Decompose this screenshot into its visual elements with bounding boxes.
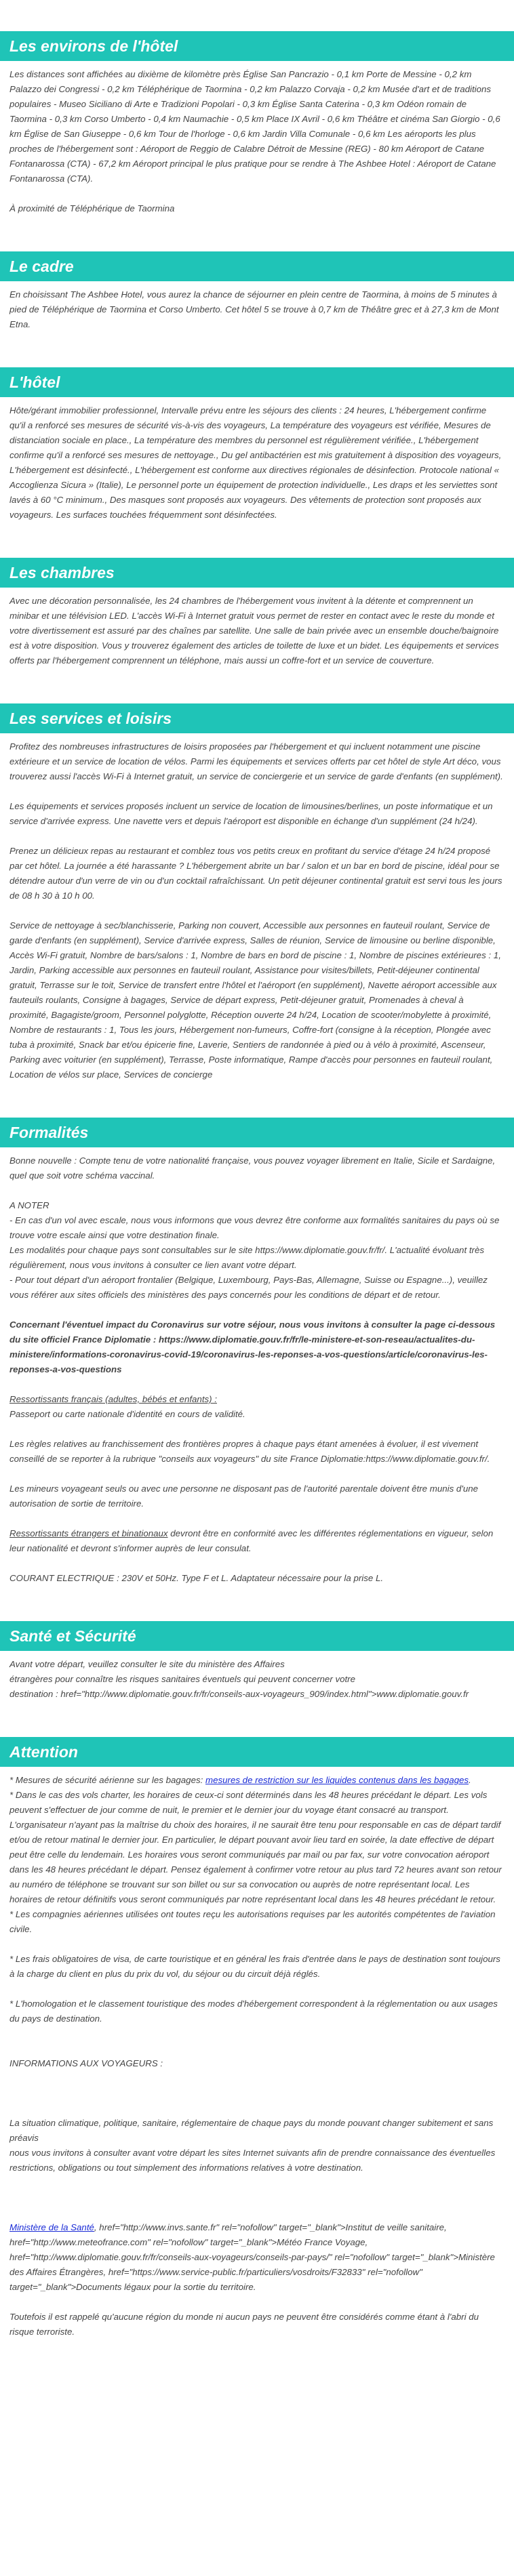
loisirs-p1: Profitez des nombreuses infrastructures de loisirs proposées par l'hébergement et qui incluent notamment une piscine extérieure et un service de location de vélos. Parmi les équipements et services offerts par cet hôtel de style Art déco, vous trouverez aussi l'accès Wi-Fi à Internet gratuit, un service de conciergerie et un service de garde d'enfants (en supplément). [9,741,503,781]
loisirs-p4: Service de nettoyage à sec/blanchisserie, Parking non couvert, Accessible aux personnes en fauteuil roulant, Service de garde d'enfants (en supplément), Service d'arrivée express, Salles de réunion, Service de limousine ou berline disponible, Accès Wi-Fi gratuit, Nombre de bars/salons : 1, Nombre de bars en bord de piscine : 1, Nombre de piscines extérieures : 1, Jardin, Parking accessible aux personnes en fauteuil roulant, Assistance pour visites/billets, Petit-déjeuner continental gratuit, Terrasse sur le toit, Service de transfert entre l'hôtel et l'aéroport (en supplément), Navette aéroport accessible aux fauteuils roulants, Consigne à bagages, Service de départ express, Petit-déjeuner gratuit, Promenades à cheval à proximité, Bagagiste/groom, Personnel polyglotte, Réception ouverte 24 h/24, Location de scooter/mobylette à proximité, Nombre de restaurants : 1, Tous les jours, Hébergement non-fumeurs, Coffre-fort (consigne à la réception, Plongée avec tuba à proximité, Snack bar et/ou épicerie fine, Laverie, Sentiers de randonnée à pied ou à vélo à proximité, Ascenseur, Parking avec voiturier (en supplément), Terrasse, Poste informatique, Rampe d'accès pour personnes en fauteuil roulant, Location de vélos sur place, Services de concierge [9,920,501,1080]
formalites-mineurs: Les mineurs voyageant seuls ou avec une personne ne disposant pas de l'autorité parentale doivent être munis d'une autorisation de sortie de territoire. [9,1484,479,1509]
formalites-etrangers-text: devront être en conformité avec les différentes réglementations en vigueur, selon leur nationalité et devront s'informer auprès de leur consulat. [9,1528,494,1553]
formalites-note-3: - Pour tout départ d'un aéroport frontalier (Belgique, Luxembourg, Pays-Bas, Allemagne, Suisse ou Espagne...), veuillez vous référer aux sites officiels des ministères des pays concernés pour les conditions de départ et de retour. [9,1275,488,1300]
spacer [9,2041,505,2056]
loisirs-p3: Prenez un délicieux repas au restaurant et comblez tous vos petits creux en profitant du service d'étage 24 h/24 proposé par cet hôtel. La journée a été harassante ? L'hébergement abrite un bar / salon et un bar en bord de piscine, idéal pour se détendre autour d'un verre de vin ou d'un cocktail rafraîchissant. Un petit déjeuner continental gratuit est servi tous les jours de 08 h 30 à 10 h 00. [9,846,502,901]
section-header-chambres [0,558,514,588]
ministere-sante-link[interactable]: Ministère de la Santé [9,2222,94,2232]
section-header-formalites [0,1118,514,1147]
section-title-hotel: L'hôtel [9,373,60,391]
spacer [9,2205,505,2220]
section-body-cadre [0,281,514,332]
spacer [9,2175,505,2205]
section-header-attention [0,1737,514,1767]
section-title-cadre: Le cadre [9,258,74,275]
section-title-attention: Attention [9,1743,78,1761]
section-body-environs [0,61,514,216]
section-body-loisirs [0,733,514,1082]
attention-compagnies: * Les compagnies aériennes utilisées ont toutes reçu les autorisations requises par les autorités compétentes de l'aviation civile. [9,1909,496,1934]
liquids-restriction-link[interactable]: mesures de restriction sur les liquides contenus dans les bagages [205,1775,469,1785]
chambres-text: Avec une décoration personnalisée, les 24 chambres de l'hébergement vous invitent à la détente et comprennent un minibar et une télévision LED. L'accès Wi-Fi à Internet gratuit vous permet de rester en contact avec le reste du monde et votre divertissement est assuré par des chaînes par satellite. Une salle de bain privée avec un ensemble douche/baignoire est à votre disposition. Vous y trouverez également des articles de toilette de luxe et un bidet. Les équipements et services offerts par l'hébergement comprennent un téléphone, mais aussi un coffre-fort et un service de couverture. [9,596,499,666]
formalites-etrangers-label: Ressortissants étrangers et binationaux [9,1528,168,1538]
section-header-environs [0,31,514,61]
formalites-regles: Les règles relatives au franchissement des frontières propres à chaque pays étant amenées à évoluer, il est vivement conseillé de se reporter à la rubrique "conseils aux voyageurs" du site France Diplomatie:https://www.diplomatie.gouv.fr/. [9,1439,490,1464]
section-body-chambres [0,588,514,668]
attention-final: Toutefois il est rappelé qu'aucune région du monde ni aucun pays ne peuvent être considérés comme étant à l'abri du risque terroriste. [9,2312,479,2337]
section-header-loisirs [0,703,514,733]
formalites-etrangers [9,1526,505,1556]
formalites-ressortissants-text: Passeport ou carte nationale d'identité en cours de validité. [9,1409,245,1419]
attention-situation-2: nous vous invitons à consulter avant votre départ les sites Internet suivants afin de prendre connaissance des éventuelles restrictions, obligations ou tout simplement des informations relatives à votre destination. [9,2148,496,2173]
section-body-sante [0,1651,514,1702]
formalites-courant: COURANT ELECTRIQUE : 230V et 50Hz. Type F et L. Adaptateur nécessaire pour la prise L. [9,1573,384,1583]
hotel-text: Hôte/gérant immobilier professionnel, Intervalle prévu entre les séjours des clients : 24 heures, L'hébergement confirme qu'il a renforcé ses mesures de sécurité vis-à-vis des voyageurs, La température des voyageurs est vérifiée, Mesures de distanciation sociale en place., La température des membres du personnel est régulièrement vérifiée., L'hébergement confirme qu'il a renforcé ses mesures de nettoyage., Du gel antibactérien est mis gratuitement à disposition des voyageurs, L'hébergement est désinfecté., L'hébergement est conforme aux directives régionales de désinfection. Protocole national « Accoglienza Sicura » (Italie), Le personnel porte un équipement de protection individuelle., Les draps et les serviettes sont lavés à 60 °C minimum., Des masques sont proposés aux voyageurs. Des vêtements de protection sont proposés aux voyageurs. Les surfaces touchées fréquemment sont désinfectées. [9,405,502,520]
loisirs-p2: Les équipements et services proposés incluent un service de location de limousines/berlines, un poste informatique et un service d'arrivée express. Une navette vers et depuis l'aéroport est disponible en échange d'un supplément (24 h/24). [9,801,493,826]
formalites-note-2: Les modalités pour chaque pays sont consultables sur le site https://www.diplomatie.gouv.fr/fr/. L'actualité évoluant très régulièrement, nous vous invitons à consulter ce lien avant votre départ. [9,1245,485,1270]
formalites-note-1: - En cas d'un vol avec escale, nous vous informons que vous devrez être conforme aux formalités sanitaires du pays où se trouve votre escale ainsi que votre destination finale. [9,1215,500,1240]
environs-text: Les distances sont affichées au dixième de kilomètre près Église San Pancrazio - 0,1 km Porte de Messine - 0,2 km Palazzo dei Congressi - 0,2 km Téléphérique de Taormina - 0,2 km Palazzo Corvaja - 0,2 km Musée d'art et de traditions populaires - Museo Siciliano di Arte e Tradizioni Popolari - 0,3 km Église Santa Caterina - 0,3 km Odéon romain de Taormina - 0,3 km Corso Umberto - 0,4 km Naumachie - 0,5 km Place IX Avril - 0,6 km Théâtre et cinéma San Giorgio - 0,6 km Église de San Giuseppe - 0,6 km Tour de l'horloge - 0,6 km Jardin Villa Comunale - 0,6 km Les aéroports les plus proches de l'hébergement sont : Aéroport de Reggio de Calabre Détroit de Messine (REG) - 80 km Aéroport de Catane Fontanarossa (CTA) - 67,2 km Aéroport principal le plus pratique pour se rendre à The Ashbee Hotel : Aéroport de Catane Fontanarossa (CTA). [9,69,500,184]
attention-bagages-prefix: * Mesures de sécurité aérienne sur les bagages: [9,1775,205,1785]
section-header-sante [0,1621,514,1651]
section-title-formalites: Formalités [9,1124,89,1141]
attention-situation-1: La situation climatique, politique, sanitaire, réglementaire de chaque pays du monde pouvant changer subitement et sans préavis [9,2118,494,2143]
section-body-attention [0,1767,514,2339]
sante-line-3: destination : href="http://www.diplomatie.gouv.fr/fr/conseils-aux-voyageurs_909/index.html">www.diplomatie.gouv.fr [9,1689,469,1699]
section-title-sante: Santé et Sécurité [9,1627,136,1645]
spacer [9,2086,505,2116]
sante-line-1: Avant votre départ, veuillez consulter le site du ministère des Affaires [9,1659,285,1669]
attention-homologation: * L'homologation et le classement touristique des modes d'hébergement correspondent à la réglementation ou aux usages du pays de destination. [9,1999,498,2024]
formalites-coronavirus: Concernant l'éventuel impact du Coronavirus sur votre séjour, nous vous invitons à consulter la page ci-dessous du site officiel France Diplomatie : https://www.diplomatie.gouv.fr/fr/le-ministere-et-son-reseau/actualites-du-ministere/informations-coronavirus-covid-19/coronavirus-les-reponses-a-vos-questions/article/coronavirus-les-reponses-a-vos-questions [9,1320,496,1374]
attention-info-title: INFORMATIONS AUX VOYAGEURS : [9,2058,163,2068]
environs-extra: À proximité de Téléphérique de Taormina [9,203,175,213]
formalites-ressortissants-label: Ressortissants français (adultes, bébés et enfants) : [9,1394,217,1404]
section-title-chambres: Les chambres [9,564,115,581]
attention-links [9,2220,505,2295]
attention-links-text: , href="http://www.invs.sante.fr" rel="nofollow" target="_blank">Institut de veille sanitaire, href="http://www.meteofrance.com" rel="nofollow" target="_blank">Météo France Voyage, href="http://www.diplomatie.gouv.fr/fr/conseils-aux-voyageurs/conseils-par-pays/" rel="nofollow" target="_blank">Ministère des Affaires Étrangères, href="https://www.service-public.fr/particuliers/vosdroits/F32833" rel="nofollow" target="_blank">Documents légaux pour la sortie du territoire. [9,2222,495,2292]
attention-charter: * Dans le cas des vols charter, les horaires de ceux-ci sont déterminés dans les 48 heures précédant le départ. Les vols peuvent s'effectuer de jour comme de nuit, le premier et le dernier jour du voyage étant consacré au transport. L'organisateur n'ayant pas la maîtrise du choix des horaires, il ne saurait être tenu pour responsable en cas de départ tardif et/ou de retour matinal le dernier jour. En particulier, le départ pouvant avoir lieu tard en soirée, la date effective de départ peut être celle du lendemain. Les horaires vous seront communiqués par mail ou par fax, sur votre convocation aéroport dans les 48 heures précédant le départ. Pensez également à confirmer votre retour au plus tard 72 heures avant son retour au numéro de téléphone se trouvant sur son billet ou sur sa convocation ou auprès de notre représentant local. Les horaires de retour définitifs vous seront communiqués par notre représentant local dans les 48 heures précédant le retour. [9,1790,502,1904]
attention-bagages-suffix: . [469,1775,471,1785]
section-body-hotel [0,397,514,523]
section-header-hotel [0,367,514,397]
cadre-text: En choisissant The Ashbee Hotel, vous aurez la chance de séjourner en plein centre de Taormina, à moins de 5 minutes à pied de Téléphérique de Taormina et Corso Umberto. Cet hôtel 5 se trouve à 0,7 km de Théâtre grec et à 27,3 km de Mont Etna. [9,289,499,329]
section-body-formalites [0,1147,514,1586]
formalites-p1: Bonne nouvelle : Compte tenu de votre nationalité française, vous pouvez voyager librement en Italie, Sicile et Sardaigne, quel que soit votre schéma vaccinal. [9,1156,496,1181]
formalites-note-title: A NOTER [9,1200,50,1210]
section-title-loisirs: Les services et loisirs [9,710,172,727]
attention-bagages [9,1773,505,1788]
section-title-environs: Les environs de l'hôtel [9,37,178,55]
attention-frais: * Les frais obligatoires de visa, de carte touristique et en général les frais d'entrée dans le pays de destination sont toujours à la charge du client en plus du prix du vol, du séjour ou du circuit déjà réglés. [9,1954,500,1979]
section-header-cadre [0,251,514,281]
sante-line-2: étrangères pour connaître les risques sanitaires éventuels qui peuvent concerner votre [9,1674,356,1684]
